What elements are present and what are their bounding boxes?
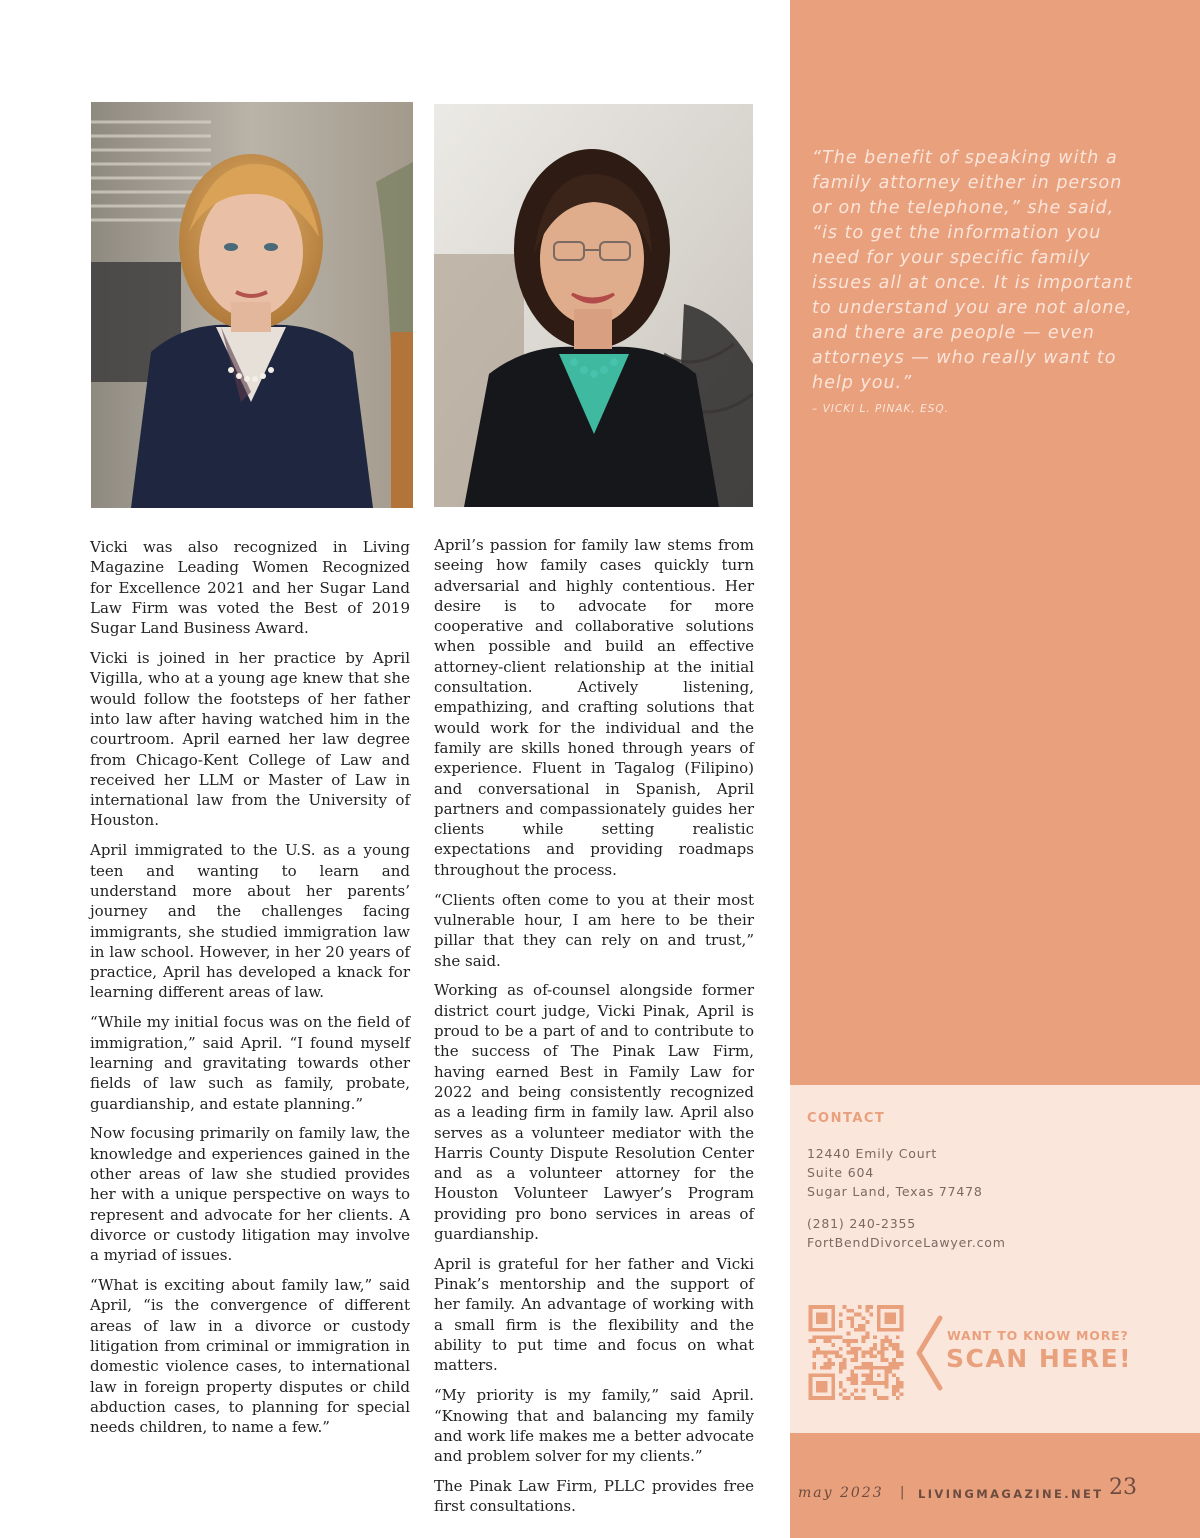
pull-quote-attribution: – VICKI L. PINAK, ESQ. bbox=[812, 403, 949, 415]
contact-heading: CONTACT bbox=[807, 1111, 886, 1126]
paragraph: “My priority is my family,” said April. “Knowing that and balancing my family and work life makes me a better advocate and problem solver for my clients.” bbox=[434, 1386, 754, 1466]
footer-site[interactable]: LIVINGMAGAZINE.NET bbox=[918, 1487, 1104, 1501]
paragraph: Now focusing primarily on family law, the knowledge and experiences gained in the other areas of law she studied provides her with a unique perspective on ways to represent and advocate for her clients. A divorce or custody litigation may involve a myriad of issues. bbox=[90, 1124, 410, 1265]
paragraph: “Clients often come to you at their most vulnerable hour, I am here to be their pillar that they can rely on and trust,” she said. bbox=[434, 890, 754, 970]
paragraph: April is grateful for her father and Vicki Pinak’s mentorship and the support of her family. An advantage of working with a small firm is the flexibility and the ability to put time and focus on what matters. bbox=[434, 1254, 754, 1375]
contact-details bbox=[807, 1144, 1006, 1252]
address-line-1: 12440 Emily Court bbox=[807, 1146, 938, 1161]
paragraph: Vicki is joined in her practice by April Vigilla, who at a young age knew that she would follow the footsteps of her father into law after having watched him in the courtroom. April earned her law degree from Chicago-Kent College of Law and received her LLM or Master of Law in international law from the University of Houston. bbox=[90, 649, 410, 830]
qr-code-icon[interactable] bbox=[807, 1305, 905, 1400]
pull-quote: “The benefit of speaking with a family attorney either in person or on the telephone,” she said, “is to get the information you need for your specific family issues all at once. It is important to understand you are not alone, and there are people — even attorneys — who really want to help you.” bbox=[812, 148, 1133, 393]
cta-prompt: WANT TO KNOW MORE? bbox=[947, 1328, 1129, 1343]
paragraph: Vicki was also recognized in Living Magazine Leading Women Recognized for Excellence 2021 and her Sugar Land Law Firm was voted the Best of 2019 Sugar Land Business Award. bbox=[90, 538, 410, 638]
paragraph: The Pinak Law Firm, PLLC provides free first consultations. bbox=[434, 1477, 754, 1516]
page-number: 23 bbox=[1109, 1475, 1137, 1500]
footer-issue-date: may 2023 bbox=[798, 1485, 884, 1501]
website-link[interactable]: FortBendDivorceLawyer.com bbox=[807, 1235, 1006, 1250]
article-column-right bbox=[434, 535, 754, 1526]
address-line-2: Suite 604 bbox=[807, 1165, 874, 1180]
paragraph: “What is exciting about family law,” said April, “is the convergence of different areas of law in a divorce or custody litigation from criminal or immigration in domestic violence cases, to international law in foreign property disputes or child abduction cases, to planning for special needs children, to name a few.” bbox=[90, 1276, 410, 1437]
portrait-photo-vicki bbox=[91, 102, 413, 508]
address-line-3: Sugar Land, Texas 77478 bbox=[807, 1184, 983, 1199]
article-column-left bbox=[90, 537, 410, 1447]
paragraph: “While my initial focus was on the field of immigration,” said April. “I found myself learning and gravitating towards other fields of law such as family, probate, guardianship, and estate planning.” bbox=[90, 1013, 410, 1113]
cta-scan-here: SCAN HERE! bbox=[946, 1344, 1133, 1373]
paragraph: April immigrated to the U.S. as a young teen and wanting to learn and understand more about her parents’ journey and the challenges facing immigrants, she studied immigration law in law school. However, in her 20 years of practice, April has developed a knack for learning different areas of law. bbox=[90, 841, 410, 1002]
paragraph: Working as of-counsel alongside former district court judge, Vicki Pinak, April is proud to be a part of and to contribute to the success of The Pinak Law Firm, having earned Best in Family Law for 2022 and being consistently recognized as a leading firm in family law. April also serves as a volunteer mediator with the Harris County Dispute Resolution Center and as a volunteer attorney for the Houston Volunteer Lawyer’s Program providing pro bono services in areas of guardianship. bbox=[434, 981, 754, 1243]
footer-separator: | bbox=[900, 1485, 905, 1500]
portrait-photo-april bbox=[434, 104, 753, 507]
phone-number: (281) 240-2355 bbox=[807, 1216, 916, 1231]
paragraph: April’s passion for family law stems from seeing how family cases quickly turn adversarial and highly contentious. Her desire is to advocate for more cooperative and collaborative solutions when possible and build an effective attorney-client relationship at the initial consultation. Actively listening, empathizing, and crafting solutions that would work for the individual and the family are skills honed through years of experience. Fluent in Tagalog (Filipino) and conversational in Spanish, April partners and compassionately guides her clients while setting realistic expectations and providing roadmaps throughout the process. bbox=[434, 536, 754, 879]
chevron-left-icon bbox=[912, 1314, 946, 1392]
